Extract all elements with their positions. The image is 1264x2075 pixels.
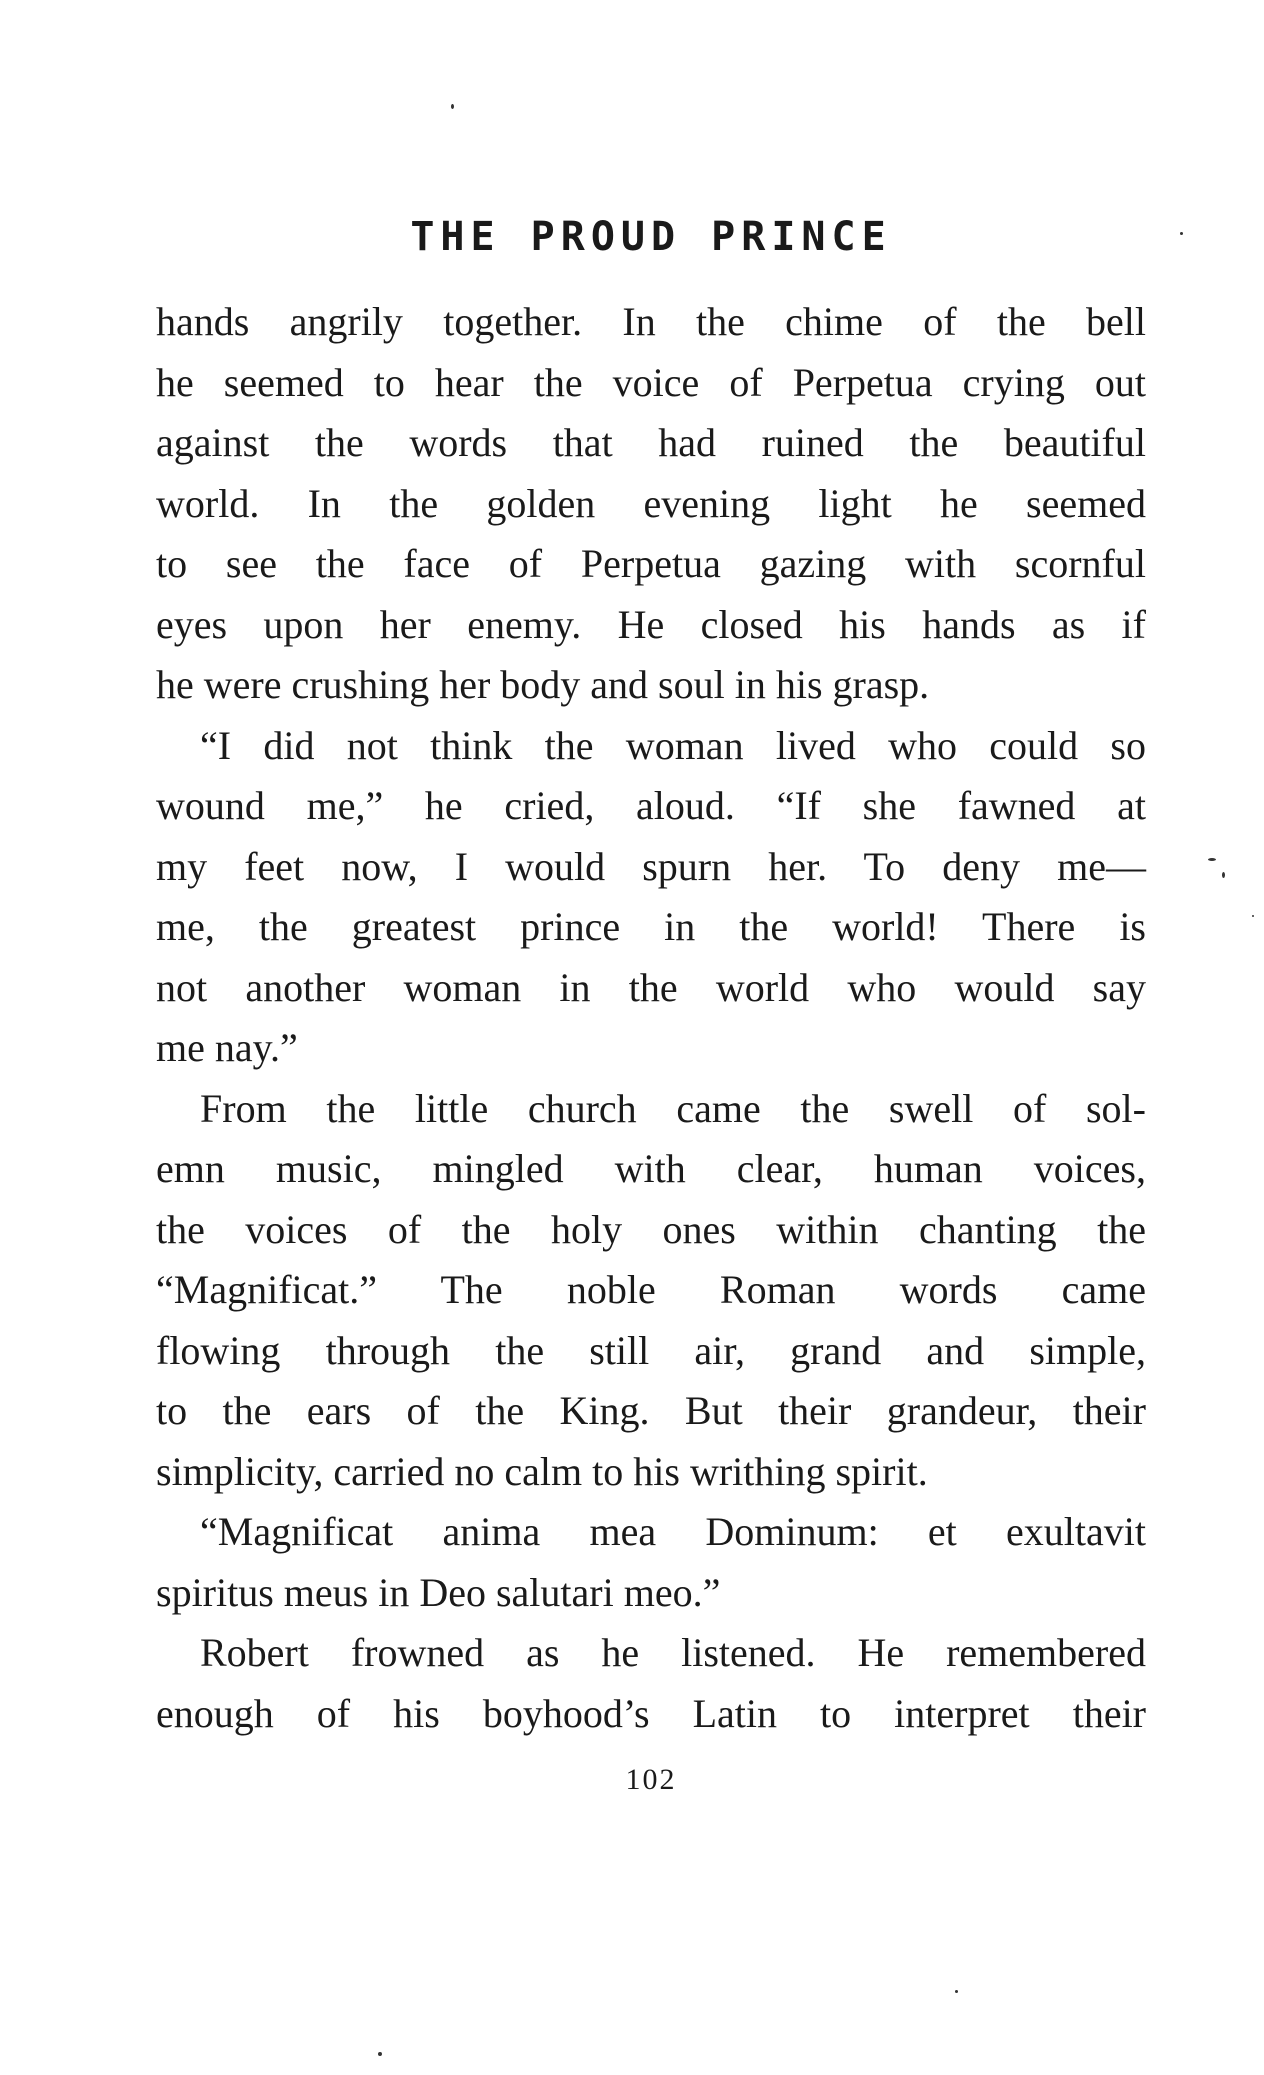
text-line: to see the face of Perpetua gazing with scornful bbox=[156, 541, 1146, 586]
text-line: “I did not think the woman lived who could so bbox=[200, 722, 1146, 768]
text-line: spiritus meus in Deo salutari meo.” bbox=[156, 1569, 721, 1615]
running-head: THE PROUD PRINCE bbox=[410, 214, 892, 260]
text-line: simplicity, carried no calm to his writhing spirit. bbox=[156, 1448, 928, 1494]
text-line: Robert frowned as he listened. He remembered bbox=[200, 1630, 1146, 1675]
scan-speck bbox=[1252, 915, 1254, 917]
text-line: against the words that had ruined the beautiful bbox=[156, 420, 1146, 465]
text-line: world. In the golden evening light he seemed bbox=[156, 480, 1146, 526]
text-line: me nay.” bbox=[156, 1025, 298, 1070]
text-line: emn music, mingled with clear, human voices, bbox=[156, 1146, 1146, 1191]
text-line: flowing through the still air, grand and simple, bbox=[156, 1327, 1146, 1373]
scan-speck bbox=[378, 2052, 382, 2056]
text-line: to the ears of the King. But their grandeur, their bbox=[156, 1388, 1146, 1433]
text-line: the voices of the holy ones within chanting the bbox=[156, 1206, 1146, 1252]
text-line: “Magnificat anima mea Dominum: et exultavit bbox=[200, 1509, 1146, 1554]
scan-speck bbox=[1222, 872, 1225, 878]
page-number: 102 bbox=[625, 1763, 677, 1796]
body-text bbox=[156, 292, 1146, 1744]
scan-speck bbox=[451, 104, 454, 109]
text-line: enough of his boyhood’s Latin to interpret their bbox=[156, 1690, 1146, 1736]
text-line: me, the greatest prince in the world! There is bbox=[156, 904, 1146, 949]
text-line: From the little church came the swell of sol- bbox=[200, 1085, 1146, 1131]
scan-speck bbox=[955, 1990, 958, 1993]
text-line: eyes upon her enemy. He closed his hands as if bbox=[156, 601, 1146, 647]
text-line: wound me,” he cried, aloud. “If she fawned at bbox=[156, 783, 1146, 828]
text-line: hands angrily together. In the chime of the bell bbox=[156, 299, 1146, 344]
text-line: he seemed to hear the voice of Perpetua crying out bbox=[156, 359, 1146, 405]
text-line: my feet now, I would spurn her. To deny me— bbox=[156, 843, 1146, 889]
text-line: “Magnificat.” The noble Roman words came bbox=[156, 1267, 1146, 1312]
text-line: he were crushing her body and soul in his grasp. bbox=[156, 662, 930, 707]
scan-speck bbox=[1180, 232, 1183, 235]
text-line: not another woman in the world who would say bbox=[156, 964, 1146, 1010]
scan-speck bbox=[1208, 858, 1216, 861]
